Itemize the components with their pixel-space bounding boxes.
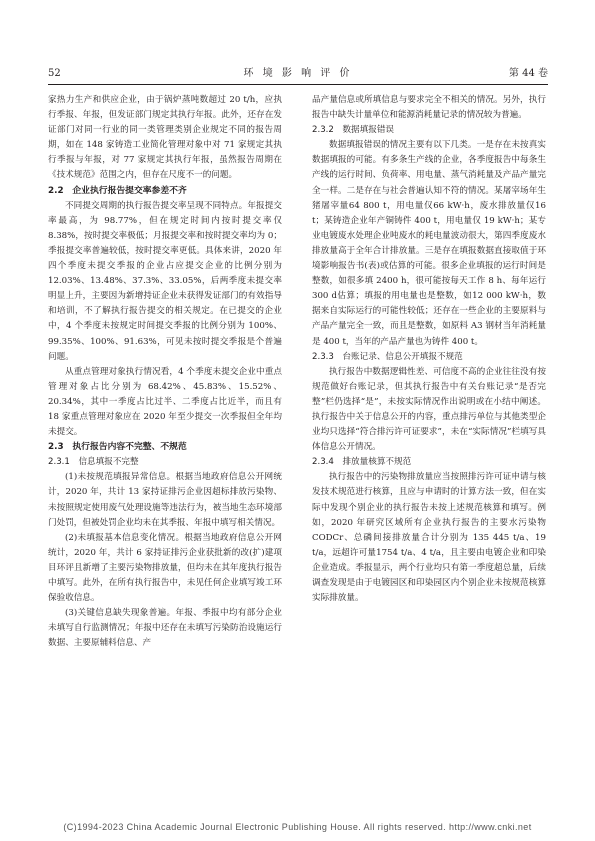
subsection-heading: 2.3.4 排放量核算不规范 — [312, 457, 412, 468]
header-rule — [48, 84, 548, 85]
body-paragraph: 品产量信息或所填信息与要求完全不相关的情况。另外，执行报告中缺失计量单位和能源消耗量记录的情况较为普遍。 — [312, 95, 546, 121]
subsection-heading: 2.3.2 数据填报错误 — [312, 125, 395, 136]
running-head — [48, 66, 548, 82]
page-number: 52 — [48, 68, 61, 79]
right-column — [312, 93, 546, 606]
body-paragraph: 执行报告中的污染物排放量应当按照排污许可证申请与核发技术规范进行核算，且应与申请时的计算方法一致，但在实际中发现个别企业的执行报告未按上述规范核算和填写。例如，2020 年研究区域所有企业执行报告的主要水污染物 CODCr、总磷间接排放量合计分别为 135 445 t/a、19 t/a，远超许可量1754 t/a、4 t/a，且主要由电镀企业和印染企业造成。季报显示，两个行业均只有第一季度超总量，后续调查发现是由于电镀园区和印染园区内个别企业未按规范核算实际排放量。 — [312, 472, 546, 604]
left-column — [48, 93, 282, 651]
body-paragraph: 数据填报错误的情况主要有以下几类。一是存在未按真实数据填报的可能。有多条生产线的企业，各季度报告中每条生产线的运行时间、负荷率、用电量、蒸气消耗量及产品产量完全一样。二是存在与社会普遍认知不符的情况。某屠宰场年生猪屠宰量64 800 t，用电量仅66 kW·h，废水排放量仅16 t；某铸造企业年产铜铸件 400 t，用电量仅 19 kW·h；某专业电镀废水处理企业吨废水的耗电量波动很大，第四季度废水排放量高于全年合计排放量。三是存在填报数据直接取值于环境影响报告书(表)或估算的可能。很多企业填报的运行时间是整数，如很多填 2400 h，很可能按每天工作 8 h、每年运行 300 d估算；填报的用电量也是整数，如12 000 kW·h，数据来自实际运行的可能性较低；还存在一些企业的主要原料与产品产量完全一致，而且是整数，如原料 A3 钢材当年消耗量是 400 t，当年的产品产量也为铸件 400 t。 — [312, 140, 546, 347]
body-paragraph: 从重点管理对象执行情况看，4 个季度未提交企业中重点管理对象占比分别为 68.42%、45.83%、15.52%、20.34%，其中一季度占比过半、二季度占比近半，而且有 18 家重点管理对象应在 2020 年至少提交一次季报但全年均未提交。 — [48, 366, 282, 438]
body-paragraph: (3)关键信息缺失现象普遍。年报、季报中均有部分企业未填写自行监测情况；年报中还存在未填写污染防治设施运行数据、主要原辅料信息、产 — [48, 608, 282, 649]
journal-title: 环 境 影 响 评 价 — [243, 68, 353, 79]
body-paragraph: (1)未按规范填报异常信息。根据当地政府信息公开网统计，2020 年，共计 13 家持证排污企业因超标排放污染物、未按照规定使用废气处理设施等违法行为，被当地生态环境部门处罚，但被处罚企业均未在其季报、年报中填写相关情况。 — [48, 472, 282, 528]
volume-label: 第 44 卷 — [508, 68, 548, 79]
body-paragraph: 不同提交周期的执行报告提交率呈现不同特点。年报提交率最高，为 98.77%，但在规定时间内按时提交率仅 8.38%，按时提交率极低；月报提交率和按时提交率均为 0；季报提交率普遍较低，按时提交率更低。具体来讲，2020 年四个季度未提交季报的企业占应提交企业的比例分别为 12.03%、13.48%、37.3%、33.05%，后两季度未提交率明显上升，主要因为新增持证企业未获得发证部门的有效指导和培训，不了解执行报告提交的相关规定。在已提交的企业中，4 个季度未按规定时间提交季报的比例分别为 100%、99.35%、100%、91.63%，可见未按时提交季报是个普遍问题。 — [48, 200, 282, 362]
body-paragraph: (2)未填报基本信息变化情况。根据当地政府信息公开网统计，2020 年，共计 6 家持证排污企业获批新的改(扩)建项目环评且新增了主要污染物排放量，但均未在其年度执行报告中填写。此外，在所有执行报告中，未见任何企业填写竣工环保验收信息。 — [48, 532, 282, 604]
body-paragraph: 执行报告中数据逻辑性差、可信度不高的企业往往没有按规范做好台账记录，但其执行报告中有关台账记录“是否完整”栏仍选择“是”，未按实际情况作出说明或在小结中阐述。执行报告中关于信息公开的内容，重点排污单位与其他类型企业均只选择“符合排污许可证要求”，未在“实际情况”栏填写具体信息公开情况。 — [312, 366, 546, 453]
copyright-footer: (C)1994-2023 China Academic Journal Electronic Publishing House. All rights reserved. http://www.cnki.net — [63, 822, 532, 832]
body-paragraph: 家热力生产和供应企业，由于锅炉蒸吨数超过 20 t/h，应执行季报、年报，但发证部门规定其执行年报。此外，还存在发证部门对同一行业的同一类管理类别企业规定不同的报告周期，如在 148 家铸造工业简化管理对象中对 71 家规定其执行季报与年报，对 77 家规定其执行年报，虽然报告周期在《技术规范》范围之内，但存在尺度不一的问题。 — [48, 95, 282, 181]
subsection-heading: 2.3.1 信息填报不完整 — [48, 457, 139, 468]
subsection-heading: 2.3.3 台账记录、信息公开填报不规范 — [312, 351, 463, 362]
section-heading: 2.3 执行报告内容不完整、不规范 — [48, 442, 187, 453]
section-heading: 2.2 企业执行报告提交率参差不齐 — [48, 185, 187, 196]
